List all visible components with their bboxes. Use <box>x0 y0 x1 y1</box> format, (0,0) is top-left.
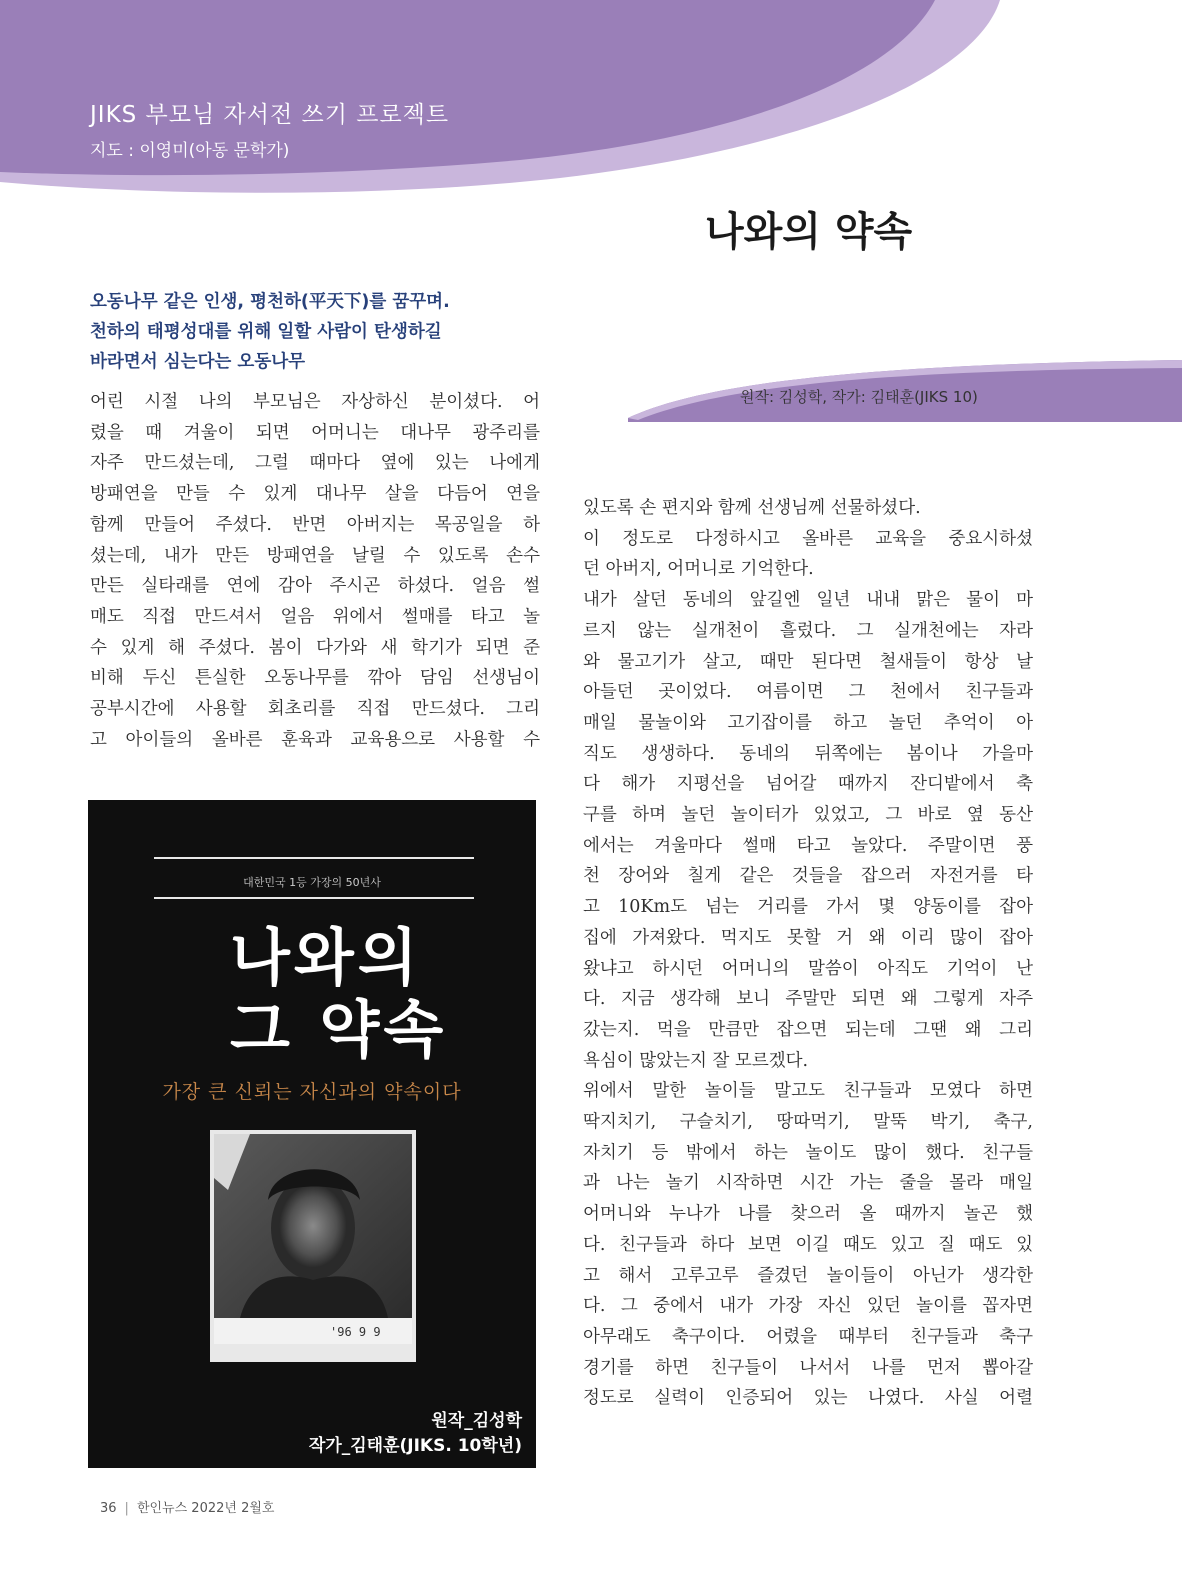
body-line: 왔냐고 하시던 어머니의 말씀이 아직도 기억이 난 <box>583 958 1033 979</box>
body-line: 렸을 때 겨울이 되면 어머니는 대나무 광주리를 <box>90 422 540 443</box>
body-column-left <box>90 387 540 755</box>
body-line: 아무래도 축구이다. 어렸을 때부터 친구들과 축구 <box>583 1326 1033 1347</box>
body-line: 셨는데, 내가 만든 방패연을 날릴 수 있도록 손수 <box>90 545 540 566</box>
body-line: 내가 살던 동네의 앞길엔 일년 내내 맑은 물이 마 <box>583 590 1033 611</box>
body-line: 과 나는 놀기 시작하면 시간 가는 줄을 몰라 매일 <box>583 1173 1033 1194</box>
body-line: 와 물고기가 살고, 때만 된다면 철새들이 항상 날 <box>583 651 1033 672</box>
article-title: 나와의 약속 <box>705 209 913 255</box>
publication-issue: 한인뉴스 2022년 2월호 <box>136 1501 275 1516</box>
body-line: 천 장어와 칠게 같은 것들을 잡으러 자전거를 타 <box>583 866 1033 887</box>
lead-line: 오동나무 같은 인생, 평천하(平天下)를 꿈꾸며. <box>90 292 450 312</box>
body-line: 던 아버지, 어머니로 기억한다. <box>583 559 814 580</box>
page-number: 36 <box>100 1501 117 1516</box>
photo-date-stamp: '96 9 9 <box>330 1325 381 1339</box>
cover-tagline: 대한민국 1등 가장의 50년사 <box>243 876 381 889</box>
cover-portrait-photo <box>210 1130 416 1362</box>
body-line: 만든 실타래를 연에 감아 주시곤 하셨다. 얼음 썰 <box>90 576 540 597</box>
body-line: 있도록 손 편지와 함께 선생님께 선물하셨다. <box>583 498 921 518</box>
body-line: 다. 지금 생각해 보니 주말만 되면 왜 그렇게 자주 <box>583 989 1033 1010</box>
body-line: 함께 만들어 주셨다. 반면 아버지는 목공일을 하 <box>90 514 540 535</box>
body-line: 르지 않는 실개천이 흘렀다. 그 실개천에는 자라 <box>583 620 1033 641</box>
body-line: 어머니와 누나가 나를 찾으러 올 때까지 놀곤 했 <box>583 1204 1033 1225</box>
body-line: 매일 물놀이와 고기잡이를 하고 놀던 추억이 아 <box>583 712 1033 733</box>
body-line: 수 있게 해 주셨다. 봄이 다가와 새 학기가 되면 준 <box>90 637 540 658</box>
body-column-right <box>583 493 1033 1414</box>
cover-credit-writer: 작가_김태훈(JIKS. 10학년) <box>308 1436 522 1456</box>
body-line: 아들던 곳이었다. 여름이면 그 천에서 친구들과 <box>583 682 1033 703</box>
supervisor-credit: 지도 : 이영미(아동 문학가) <box>90 141 290 161</box>
cover-rule-bottom <box>154 897 474 899</box>
project-title: JIKS 부모님 자서전 쓰기 프로젝트 <box>90 102 450 128</box>
cover-rule-top <box>154 857 474 859</box>
body-line: 욕심이 많았는지 잘 모르겠다. <box>583 1050 809 1071</box>
body-line: 다 해가 지평선을 넘어갈 때까지 잔디밭에서 축 <box>583 774 1033 795</box>
body-line: 매도 직접 만드셔서 얼음 위에서 썰매를 타고 놀 <box>90 606 540 627</box>
body-line: 비해 두신 튼실한 오동나무를 깎아 담임 선생님이 <box>90 668 540 689</box>
body-line: 구를 하며 놀던 놀이터가 있었고, 그 바로 옆 동산 <box>583 805 1033 826</box>
cover-title-line1: 나와의 <box>230 921 422 994</box>
body-line: 자치기 등 밖에서 하는 놀이도 많이 했다. 친구들 <box>583 1142 1033 1163</box>
body-line: 자주 만드셨는데, 그럴 때마다 옆에 있는 나에게 <box>90 453 540 474</box>
body-line: 공부시간에 사용할 회초리를 직접 만드셨다. 그리 <box>90 699 540 720</box>
body-line: 다. 친구들과 하다 보면 이길 때도 있고 질 때도 있 <box>583 1234 1033 1255</box>
body-line: 집에 가져왔다. 먹지도 못할 거 왜 이리 많이 잡아 <box>583 927 1033 948</box>
body-line: 갔는지. 먹을 만큼만 잡으면 되는데 그땐 왜 그리 <box>583 1019 1033 1040</box>
body-line: 위에서 말한 놀이들 말고도 친구들과 모였다 하면 <box>583 1081 1033 1102</box>
lead-paragraph <box>90 287 550 377</box>
lead-line: 바라면서 심는다는 오동나무 <box>90 352 306 372</box>
body-line: 고 아이들의 올바른 훈육과 교육용으로 사용할 수 <box>90 729 540 750</box>
cover-title-line2: 그 약속 <box>230 993 448 1066</box>
body-line: 방패연을 만들 수 있게 대나무 살을 다듬어 연을 <box>90 484 540 505</box>
body-line: 고 해서 고루고루 즐겼던 놀이들이 아닌가 생각한 <box>583 1265 1033 1286</box>
body-line: 에서는 겨울마다 썰매 타고 놀았다. 주말이면 풍 <box>583 835 1033 856</box>
body-line: 어린 시절 나의 부모님은 자상하신 분이셨다. 어 <box>90 392 540 412</box>
body-line: 직도 생생하다. 동네의 뒤쪽에는 봄이나 가을마 <box>583 743 1033 764</box>
body-line: 고 10Km도 넘는 거리를 가서 몇 양동이를 잡아 <box>583 897 1033 918</box>
cover-slogan: 가장 큰 신뢰는 자신과의 약속이다 <box>162 1081 462 1103</box>
page-footer: 36 | 한인뉴스 2022년 2월호 <box>100 1501 275 1516</box>
lead-line: 천하의 태평성대를 위해 일할 사람이 탄생하길 <box>90 322 442 342</box>
cover-credit-original: 원작_김성학 <box>431 1411 522 1431</box>
body-line: 다. 그 중에서 내가 가장 자신 있던 놀이를 꼽자면 <box>583 1296 1033 1317</box>
body-line: 딱지치기, 구슬치기, 땅따먹기, 말뚝 박기, 축구, <box>583 1112 1033 1133</box>
body-line: 정도로 실력이 인증되어 있는 나였다. 사실 어렬 <box>583 1388 1033 1409</box>
body-line: 경기를 하면 친구들이 나서서 나를 먼저 뽑아갈 <box>583 1357 1033 1378</box>
body-line: 이 정도로 다정하시고 올바른 교육을 중요시하셨 <box>583 528 1033 549</box>
author-credit: 원작: 김성학, 작가: 김태훈(JIKS 10) <box>740 388 978 406</box>
